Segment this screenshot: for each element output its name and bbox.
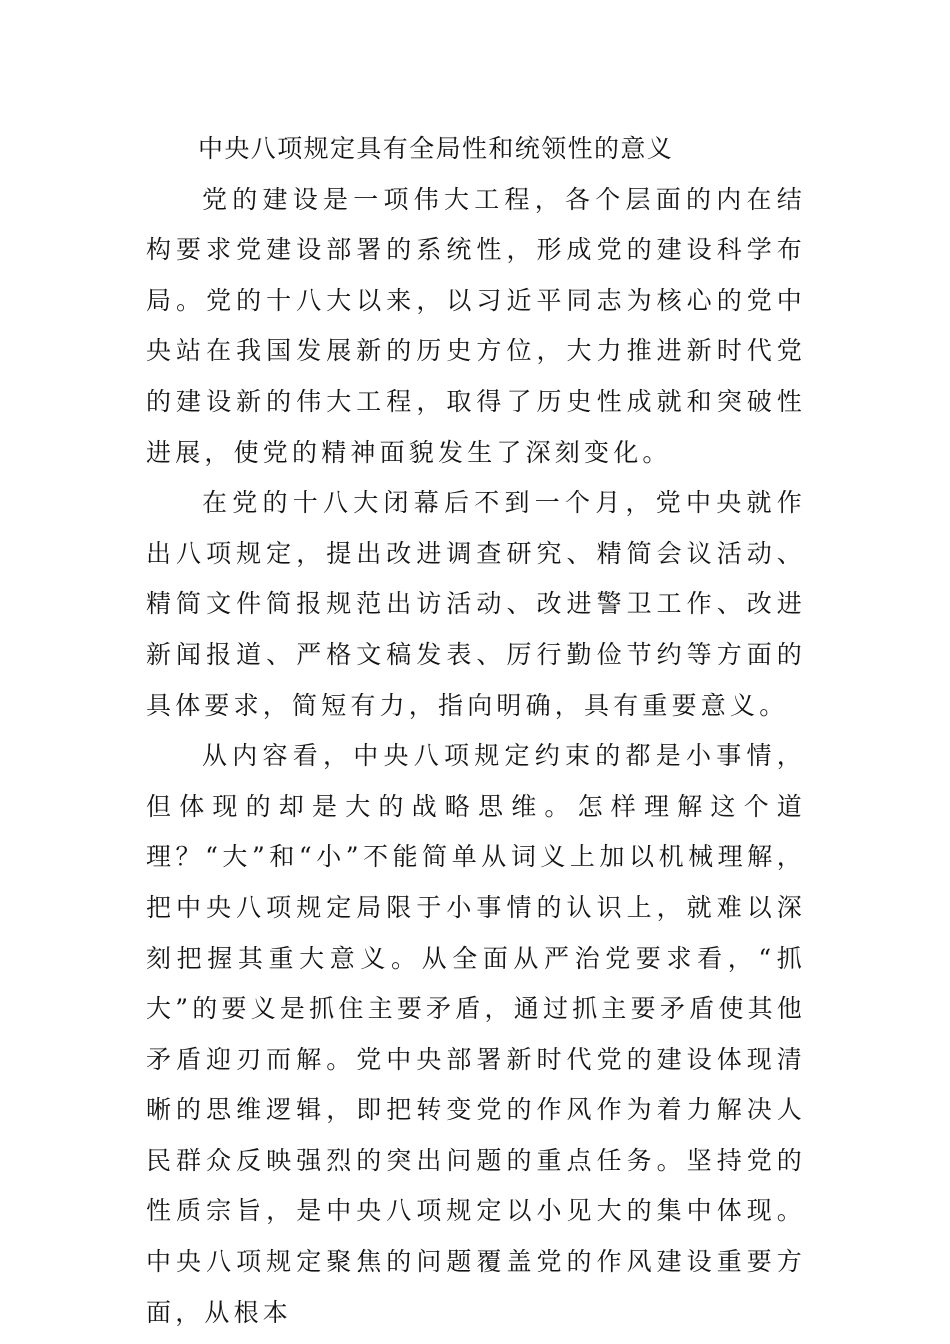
- paragraph-eight-rules: 在党的十八大闭幕后不到一个月，党中央就作出八项规定，提出改进调查研究、精简会议活动、精简文件简报规范出访活动、改进警卫工作、改进新闻报道、严格文稿发表、厉行勤俭节约等方面的具体要求，简短有力，指向明确，具有重要意义。: [146, 488, 806, 720]
- paragraph-party-building: 党的建设是一项伟大工程，各个层面的内在结构要求党建设部署的系统性，形成党的建设科学布局。党的十八大以来，以习近平同志为核心的党中央站在我国发展新的历史方位，大力推进新时代党的建设新的伟大工程，取得了历史性成就和突破性进展，使党的精神面貌发生了深刻变化。: [146, 184, 806, 467]
- paragraph-content-analysis: 从内容看，中央八项规定约束的都是小事情，但体现的却是大的战略思维。怎样理解这个道理？“大”和“小”不能简单从词义上加以机械理解，把中央八项规定局限于小事情的认识上，就难以深刻把握其重大意义。从全面从严治党要求看，“抓大”的要义是抓住主要矛盾，通过抓主要矛盾使其他矛盾迎刃而解。党中央部署新时代党的建设体现清晰的思维逻辑，即把转变党的作风作为着力解决人民群众反映强烈的突出问题的重点任务。坚持党的性质宗旨，是中央八项规定以小见大的集中体现。中央八项规定聚焦的问题覆盖党的作风建设重要方面，从根本: [146, 741, 806, 1327]
- document-title: 中央八项规定具有全局性和统领性的意义: [198, 134, 674, 163]
- document-body: [146, 124, 806, 1338]
